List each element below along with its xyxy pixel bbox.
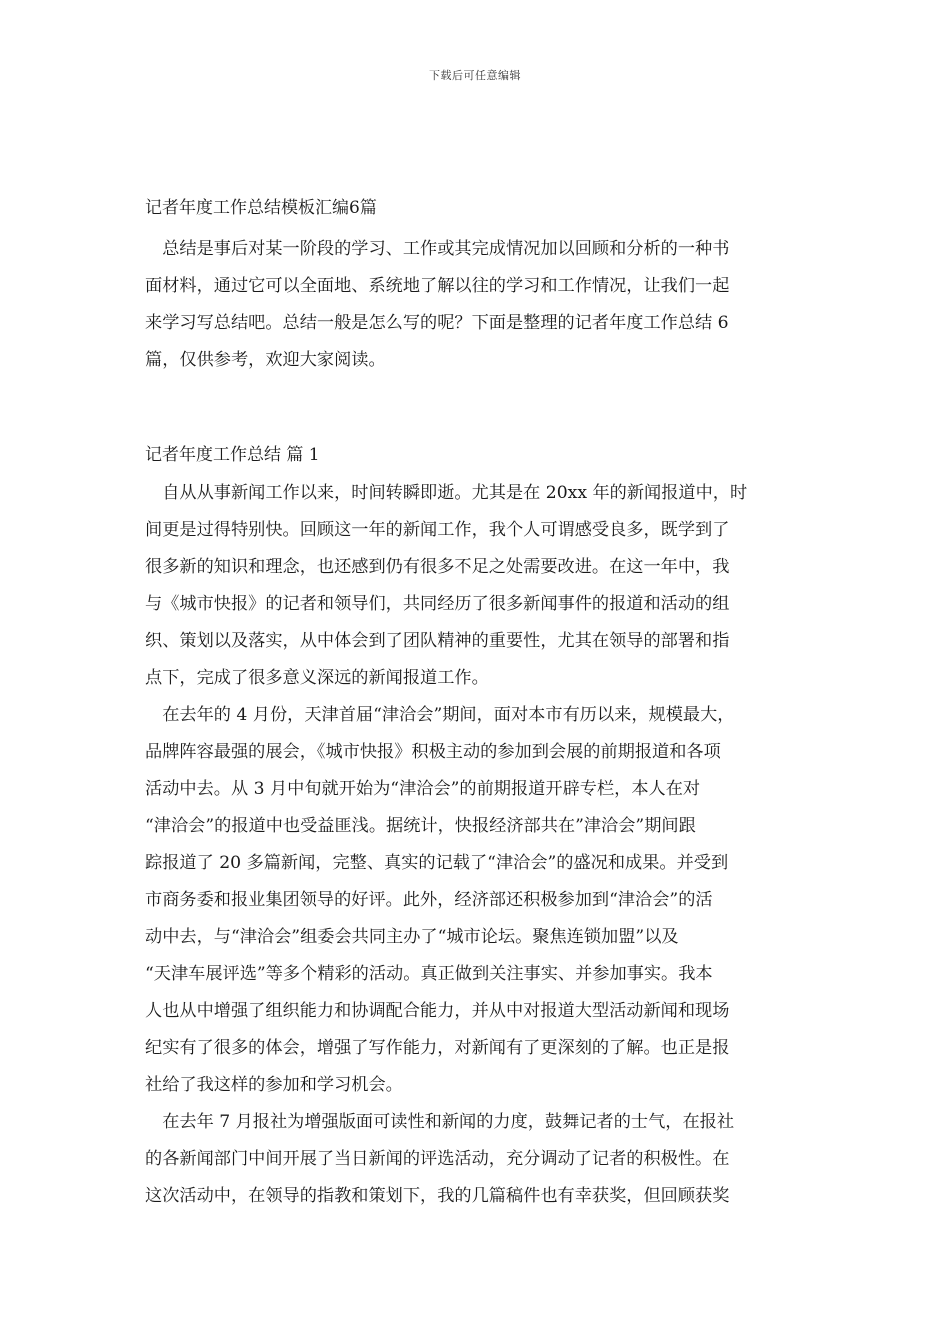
intro-line: 来学习写总结吧。总结一般是怎么写的呢？下面是整理的记者年度工作总结 6 (145, 313, 729, 333)
intro-paragraph (145, 231, 807, 379)
body-text (145, 475, 807, 1215)
body-line: 间更是过得特别快。回顾这一年的新闻工作，我个人可谓感受良多，既学到了 (145, 520, 730, 540)
intro-line: 总结是事后对某一阶段的学习、工作或其完成情况加以回顾和分析的一种书 (145, 239, 730, 259)
body-line: 与《城市快报》的记者和领导们，共同经历了很多新闻事件的报道和活动的组 (145, 594, 730, 614)
body-line: “天津车展评选”等多个精彩的活动。真正做到关注事实、并参加事实。我本 (145, 964, 713, 984)
body-line: 很多新的知识和理念，也还感到仍有很多不足之处需要改进。在这一年中，我 (145, 557, 730, 577)
body-line: “津洽会”的报道中也受益匪浅。据统计，快报经济部共在”津洽会”期间跟 (145, 816, 696, 836)
body-line: 的各新闻部门中间开展了当日新闻的评选活动，充分调动了记者的积极性。在 (145, 1149, 730, 1169)
body-line: 人也从中增强了组织能力和协调配合能力，并从中对报道大型活动新闻和现场 (145, 1001, 730, 1021)
body-line: 活动中去。从 3 月中旬就开始为“津洽会”的前期报道开辟专栏，本人在对 (145, 779, 701, 799)
body-line: 动中去，与“津洽会”组委会共同主办了“城市论坛。聚焦连锁加盟”以及 (145, 927, 679, 947)
body-line: 在去年 7 月报社为增强版面可读性和新闻的力度，鼓舞记者的士气，在报社 (145, 1112, 735, 1132)
body-line: 纪实有了很多的体会，增强了写作能力，对新闻有了更深刻的了解。也正是报 (145, 1038, 730, 1058)
body-line: 品牌阵容最强的展会，《城市快报》积极主动的参加到会展的前期报道和各项 (145, 742, 721, 762)
body-line: 市商务委和报业集团领导的好评。此外，经济部还积极参加到“津洽会”的活 (145, 890, 713, 910)
body-line: 自从从事新闻工作以来，时间转瞬即逝。尤其是在 20xx 年的新闻报道中，时 (145, 483, 748, 503)
intro-line: 面材料，通过它可以全面地、系统地了解以往的学习和工作情况，让我们一起 (145, 276, 730, 296)
body-line: 点下，完成了很多意义深远的新闻报道工作。 (145, 668, 489, 688)
body-line: 在去年的 4 月份，天津首届“津洽会”期间，面对本市有历以来，规模最大， (145, 705, 735, 725)
intro-line: 篇，仅供参考，欢迎大家阅读。 (145, 350, 386, 370)
section-heading: 记者年度工作总结 篇 1 (145, 445, 320, 465)
body-line: 踪报道了 20 多篇新闻，完整、真实的记载了“津洽会”的盛况和成果。并受到 (145, 853, 729, 873)
header-note: 下载后可任意编辑 (429, 69, 521, 82)
body-line: 这次活动中，在领导的指教和策划下，我的几篇稿件也有幸获奖，但回顾获奖 (145, 1186, 730, 1206)
document-title: 记者年度工作总结模板汇编6篇 (145, 198, 377, 218)
body-line: 社给了我这样的参加和学习机会。 (145, 1075, 403, 1095)
body-line: 织、策划以及落实，从中体会到了团队精神的重要性，尤其在领导的部署和指 (145, 631, 730, 651)
